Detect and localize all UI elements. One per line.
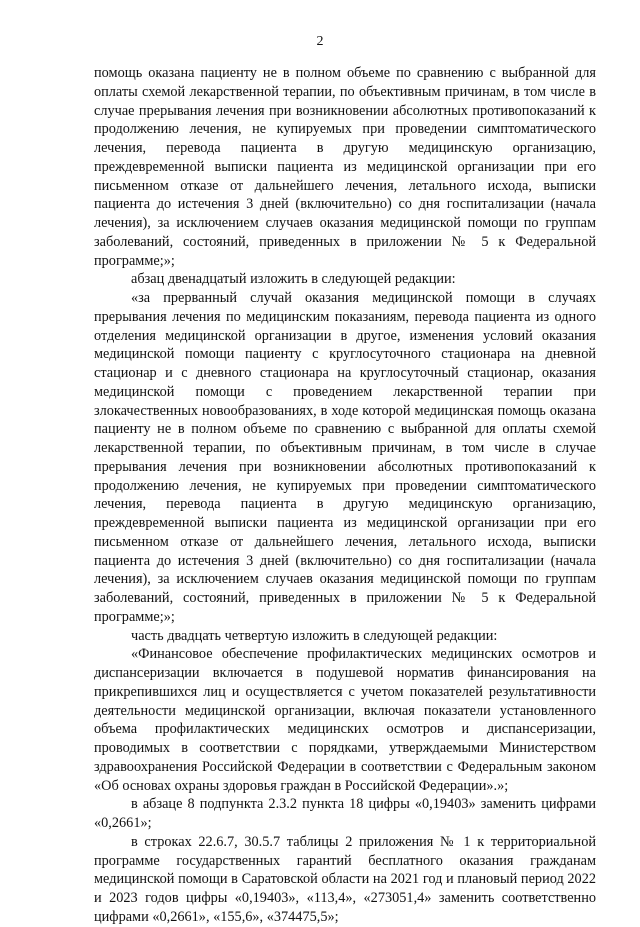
paragraph: «за прерванный случай оказания медицинской помощи в случаях прерывания лечения по медицинским показаниям, перевода пациента из одного отделения медицинской организации в другое, изменения условий оказания медицинской помощи пациенту с круглосуточного стационара на дневной стационар и с дневного стационара на круглосуточный стационар, оказания медицинской помощи с проведением лекарственной терапии при злокачественных новообразованиях, в ходе которой медицинская помощь оказана пациенту не в полном объеме по сравнению с выбранной для оплаты схемой лекарственной терапии, по объективным причинам, в том числе в случае прерывания лечения при возникновении абсолютных противопоказаний к продолжению лечения, не купируемых при проведении симптоматического лечения, перевода пациента в другую медицинскую организацию, преждевременной выписки пациента из медицинской организации при его письменном отказе от дальнейшего лечения, летального исхода, выписки пациента до истечения 3 дней (включительно) со дня госпитализации (начала лечения), за исключением случаев оказания медицинской помощи по группам заболеваний, состояний, приведенных в приложении № 5 к Федеральной программе;»;: [94, 290, 596, 625]
paragraph: часть двадцать четвертую изложить в следующей редакции:: [131, 627, 498, 644]
paragraph: абзац двенадцатый изложить в следующей редакции:: [131, 271, 456, 288]
document-body: [94, 64, 596, 927]
paragraph: в строках 22.6.7, 30.5.7 таблицы 2 приложения № 1 к территориальной программе государственных гарантий бесплатного оказания гражданам медицинской помощи в Саратовской области на 2021 год и плановый период 2022 и 2023 годов цифры «0,19403», «113,4», «273051,4» заменить соответственно цифрами «0,2661», «155,6», «374475,5»;: [94, 833, 596, 925]
paragraph: помощь оказана пациенту не в полном объеме по сравнению с выбранной для оплаты схемой лекарственной терапии, по объективным причинам, в том числе в случае прерывания лечения при возникновении абсолютных противопоказаний к продолжению лечения, не купируемых при проведении симптоматического лечения, перевода пациента в другую медицинскую организацию, преждевременной выписки пациента из медицинской организации при его письменном отказе от дальнейшего лечения, летального исхода, выписки пациента до истечения 3 дней (включительно) со дня госпитализации (начала лечения), за исключением случаев оказания медицинской помощи по группам заболеваний, состояний, приведенных в приложении № 5 к Федеральной программе;»;: [94, 65, 596, 269]
paragraph: «Финансовое обеспечение профилактических медицинских осмотров и диспансеризации включается в подушевой норматив финансирования на прикрепившихся лиц и осуществляется с учетом показателей результативности деятельности медицинской организации, включая показатели установленного объема профилактических медицинских осмотров и диспансеризации, проводимых в соответствии с порядками, утверждаемыми Министерством здравоохранения Российской Федерации в соответствии с Федеральным законом «Об основах охраны здоровья граждан в Российской Федерации».»;: [94, 646, 596, 794]
page-number: 2: [316, 34, 324, 49]
paragraph: в абзаце 8 подпункта 2.3.2 пункта 18 цифры «0,19403» заменить цифрами «0,2661»;: [94, 796, 596, 831]
